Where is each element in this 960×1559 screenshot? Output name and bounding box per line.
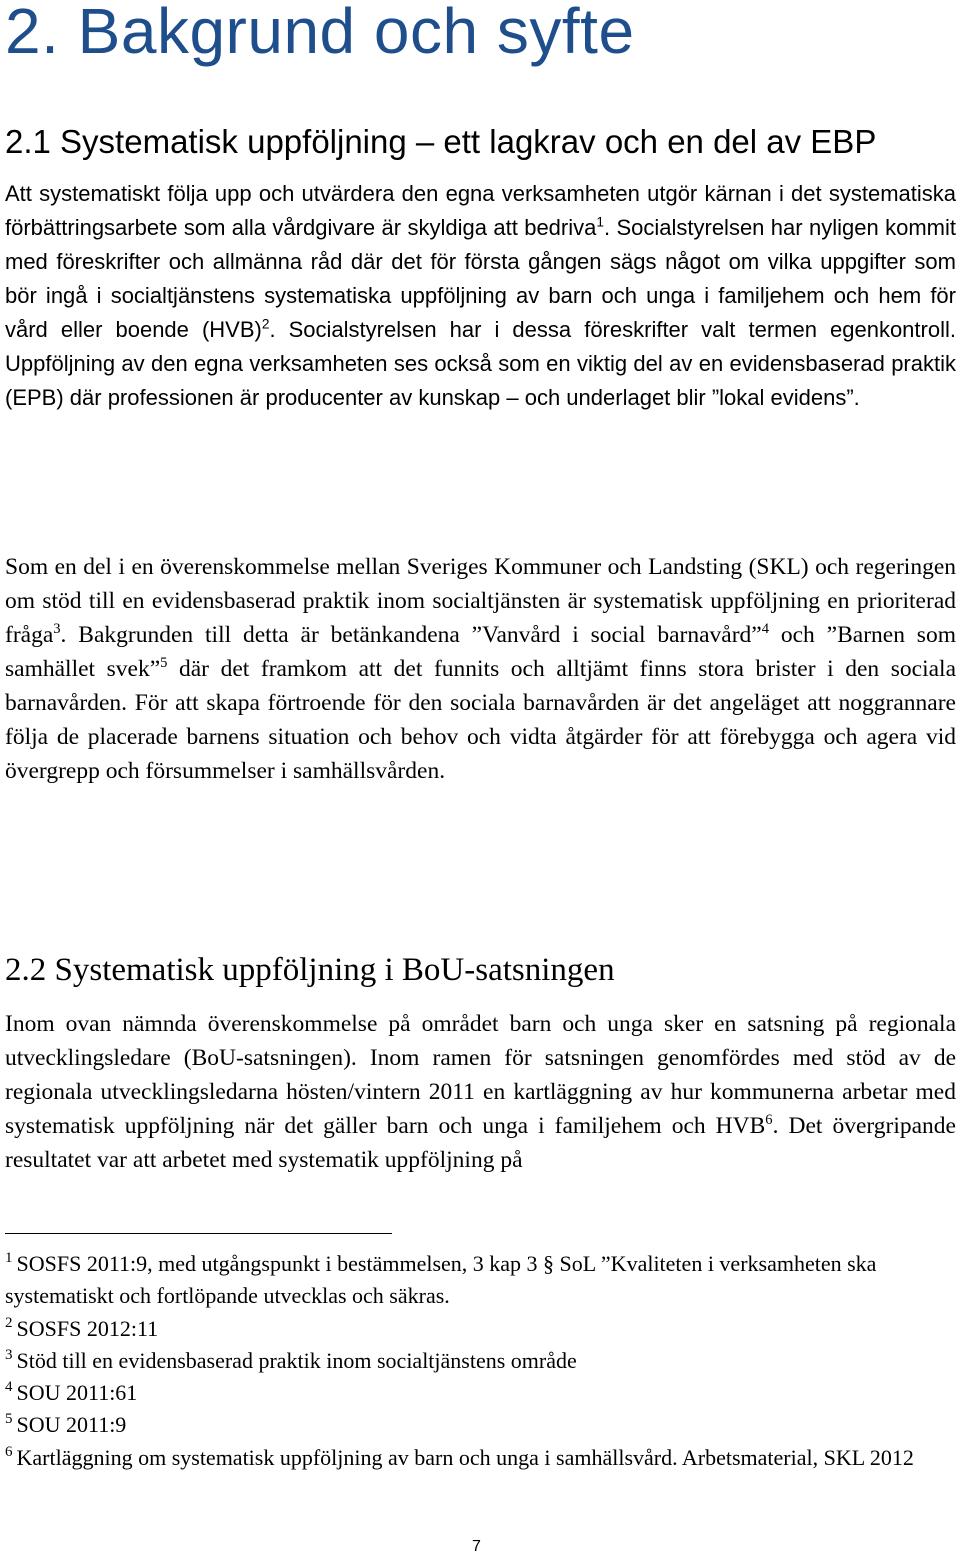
footnote-1 [5, 1248, 956, 1313]
footnote-ref-5[interactable]: 5 [160, 654, 168, 671]
paragraph-text: . Bakgrunden till detta är betänkandena ”Vanvård i social barnavård” [60, 622, 762, 648]
footnote-ref-3[interactable]: 3 [53, 620, 61, 637]
footnote-ref-1[interactable]: 1 [596, 214, 604, 230]
footnote-number: 2 [5, 1314, 13, 1331]
section-heading-2-1: 2.1 Systematisk uppföljning – ett lagkrav och en del av EBP [5, 123, 877, 160]
footnote-text: SOU 2011:61 [16, 1380, 138, 1406]
footnote-number: 6 [5, 1443, 13, 1460]
paragraph-text: . Det övergripande resultatet var att arbetet med systematik uppföljning på [5, 1113, 956, 1173]
footnote-text: SOSFS 2011:9, med utgångspunkt i bestämmelsen, 3 kap 3 § SoL ”Kvaliteten i verksamheten ska systematiskt och fortlöpande utvecklas och säkras. [5, 1251, 877, 1309]
footnote-text: SOSFS 2012:11 [16, 1315, 159, 1341]
footnote-number: 1 [5, 1250, 13, 1266]
footnote-text: SOU 2011:9 [16, 1412, 127, 1438]
footnote-ref-4[interactable]: 4 [761, 620, 769, 637]
chapter-heading: 2. Bakgrund och syfte [5, 0, 635, 67]
footnote-number: 5 [5, 1411, 13, 1428]
footnote-4 [5, 1377, 956, 1409]
footnotes [5, 1248, 956, 1474]
footnote-5 [5, 1409, 956, 1441]
footnote-text: Kartläggning om systematisk uppföljning av barn och unga i samhällsvård. Arbetsmaterial, SKL 2012 [16, 1444, 914, 1470]
paragraph-text: och ”Barnen som samhället svek” [5, 622, 956, 682]
section-heading-2-2: 2.2 Systematisk uppföljning i BoU-satsningen [5, 952, 615, 988]
paragraph-text: Att systematiskt följa upp och utvärdera den egna verksamheten utgör kärnan i det systematiska förbättringsarbete som alla vårdgivare är skyldiga att bedriva [5, 181, 956, 240]
paragraph-text: Inom ovan nämnda överenskommelse på området barn och unga sker en satsning på regionala utvecklingsledare (BoU-satsningen). Inom ramen för satsningen genomfördes med stöd av de regionala utvecklingsledarna hösten/vintern 2011 en kartläggning av hur kommunerna arbetar med systematisk uppföljning när det gäller barn och unga i familjehem och HVB [5, 1011, 956, 1139]
paragraph-skl-agreement [5, 550, 956, 788]
footnote-ref-2[interactable]: 2 [261, 316, 270, 332]
paragraph-text: . Socialstyrelsen har nyligen kommit med föreskrifter och allmänna råd där det för första gången sägs något om vilka uppgifter som bör ingå i socialtjänstens systematiska uppföljning av barn och unga i familjehem och hem för vård eller boende (HVB) [5, 215, 956, 342]
footnote-3 [5, 1345, 956, 1377]
footnote-text: Stöd till en evidensbaserad praktik inom socialtjänstens område [16, 1347, 577, 1373]
paragraph-text: där det framkom att det funnits och alltjämt finns stora brister i den sociala barnavården. För att skapa förtroende för den sociala barnavården är det angeläget att noggrannare följa de placerade barnens situation och behov och vidta åtgärder för att förebygga och agera vid övergrepp och försummelser i samhällsvården. [5, 656, 956, 784]
paragraph-text: Som en del i en överenskommelse mellan Sveriges Kommuner och Landsting (SKL) och regeringen om stöd till en evidensbaserad praktik inom socialtjänsten är systematisk uppföljning en prioriterad fråga [5, 554, 956, 648]
footnote-separator [5, 1233, 392, 1234]
footnote-ref-6[interactable]: 6 [765, 1111, 773, 1128]
paragraph-bou-initiative [5, 1007, 956, 1177]
page-number: 7 [472, 1538, 481, 1555]
footnote-number: 4 [5, 1379, 13, 1396]
footnote-6 [5, 1442, 956, 1474]
paragraph-text: . Socialstyrelsen har i dessa föreskrifter valt termen egenkontroll. Uppföljning av den egna verksamheten ses också som en viktig del av en evidensbaserad praktik (EPB) där professionen är producenter av kunskap – och underlaget blir ”lokal evidens”. [5, 317, 956, 410]
footnote-2 [5, 1313, 956, 1345]
paragraph-systematic-followup [5, 177, 956, 415]
footnote-number: 3 [5, 1346, 13, 1363]
